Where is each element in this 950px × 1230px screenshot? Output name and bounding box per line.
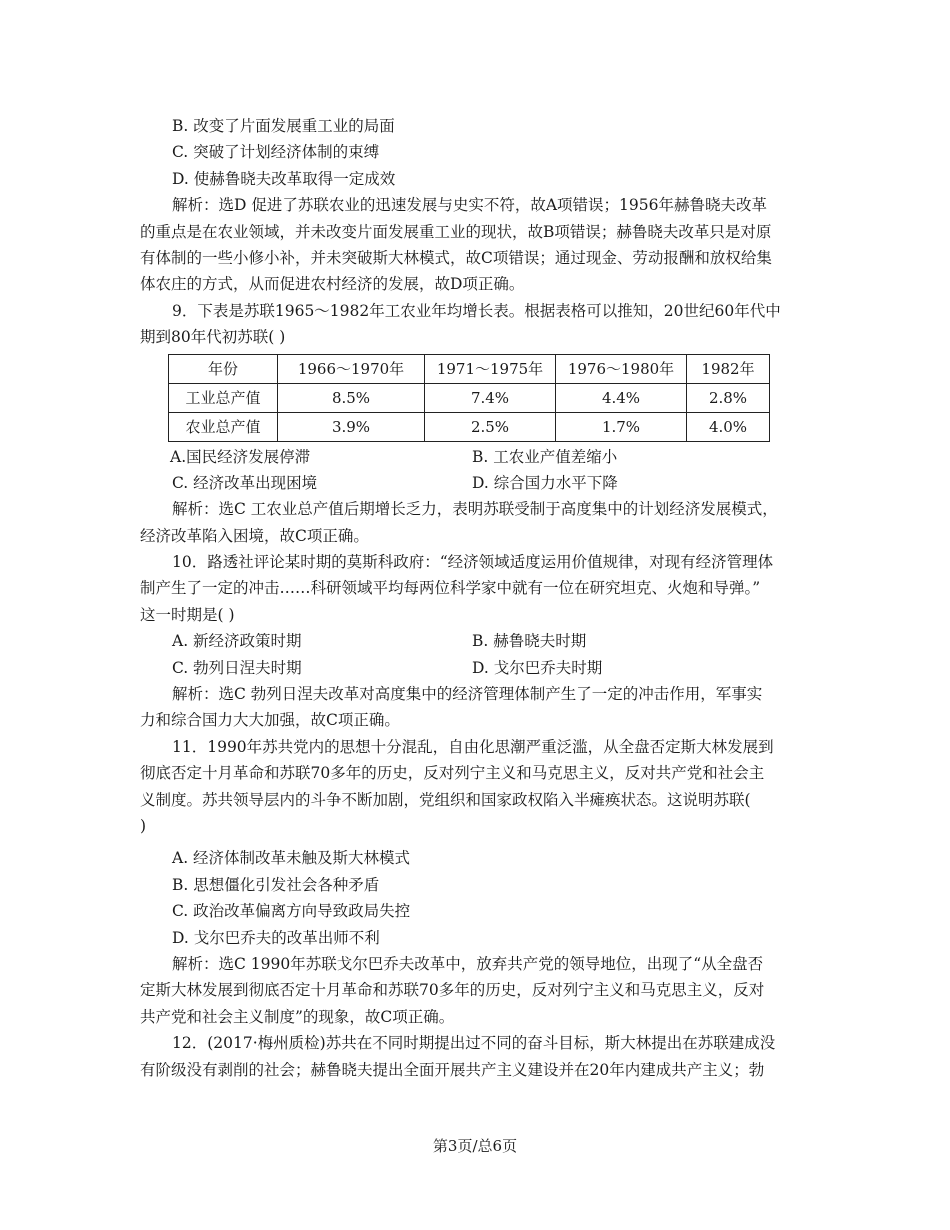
table-header-cell: 1966～1970年 [278, 354, 425, 383]
q9-stem-line-2: 期到80年代初苏联( ) [140, 328, 286, 347]
q10-options-row-2 [140, 655, 812, 681]
table-cell: 4.4% [556, 383, 687, 412]
growth-table [168, 354, 770, 442]
table-cell: 4.0% [687, 412, 770, 441]
q9-option-d: D. 综合国力水平下降 [472, 473, 618, 492]
q11-stem-line-1: 11．1990年苏共党内的思想十分混乱，自由化思潮严重泛滥，从全盘否定斯大林发展到 [172, 737, 774, 756]
q12-stem-line-2: 有阶级没有剥削的社会；赫鲁晓夫提出全面开展共产主义建设并在20年内建成共产主义；勃 [140, 1060, 765, 1079]
q10-option-a: A. 新经济政策时期 [172, 632, 302, 651]
q10-option-d: D. 戈尔巴乔夫时期 [472, 658, 603, 677]
q9-options-row-2 [140, 470, 812, 496]
table-header-cell: 1976～1980年 [556, 354, 687, 383]
q9-option-a: A.国民经济发展停滞 [170, 447, 311, 466]
table-cell: 7.4% [425, 383, 556, 412]
q11-stem-line-3: 义制度。苏共领导层内的斗争不断加剧，党组织和国家政权陷入半瘫痪状态。这说明苏联( [140, 790, 751, 809]
table-header-cell: 年份 [169, 354, 278, 383]
q8-answer-line-1: 解析：选D 促进了苏联农业的迅速发展与史实不符，故A项错误；1956年赫鲁晓夫改革 [172, 196, 767, 215]
q10-stem-line-2: 制产生了一定的冲击……科研领域平均每两位科学家中就有一位在研究坦克、火炮和导弹。” [140, 579, 761, 598]
q8-option-b: B. 改变了片面发展重工业的局面 [172, 117, 395, 135]
q11-option-a: A. 经济体制改革未触及斯大林模式 [172, 849, 411, 868]
q8-option-d: D. 使赫鲁晓夫改革取得一定成效 [172, 169, 396, 188]
table-cell: 1.7% [556, 412, 687, 441]
q11-answer-line-1: 解析：选C 1990年苏联戈尔巴乔夫改革中，放弃共产党的领导地位，出现了“从全盘否 [172, 954, 764, 973]
q10-answer-line-2: 力和综合国力大大加强，故C项正确。 [140, 711, 400, 730]
q11-option-c: C. 政治改革偏离方向导致政局失控 [172, 902, 411, 921]
table-cell: 3.9% [278, 412, 425, 441]
q9-options-row-1 [140, 444, 812, 470]
table-header-cell: 1971～1975年 [425, 354, 556, 383]
q11-answer-line-3: 共产党和社会主义制度”的现象，故C项正确。 [140, 1007, 455, 1026]
table-cell: 工业总产值 [169, 383, 278, 412]
q12-stem-line-1: 12．(2017·梅州质检)苏共在不同时期提出过不同的奋斗目标，斯大林提出在苏联建成没 [172, 1034, 776, 1053]
q8-option-c: C. 突破了计划经济体制的束缚 [172, 143, 380, 162]
table-header-row [169, 354, 770, 383]
q9-option-c: C. 经济改革出现困境 [172, 473, 318, 492]
q10-answer-line-1: 解析：选C 勃列日涅夫改革对高度集中的经济管理体制产生了一定的冲击作用，军事实 [172, 685, 763, 704]
q11-stem-line-2: 彻底否定十月革命和苏联70多年的历史，反对列宁主义和马克思主义，反对共产党和社会主 [140, 764, 765, 783]
q11-answer-line-2: 定斯大林发展到彻底否定十月革命和苏联70多年的历史，反对列宁主义和马克思主义，反对 [140, 981, 765, 1000]
q9-stem-line-1: 9．下表是苏联1965～1982年工农业年均增长表。根据表格可以推知，20世纪60年代中 [172, 301, 781, 320]
document-body [140, 113, 812, 1083]
table-cell: 2.5% [425, 412, 556, 441]
q9-answer-line-1: 解析：选C 工农业总产值后期增长乏力，表明苏联受制于高度集中的计划经济发展模式， [172, 500, 778, 519]
q11-stem-line-4: ) [140, 816, 147, 835]
q8-answer-line-3: 有体制的一些小修小补，并未突破斯大林模式，故C项错误；通过现金、劳动报酬和放权给集 [140, 248, 772, 267]
q8-answer-line-4: 体农庄的方式，从而促进农村经济的发展，故D项正确。 [140, 275, 525, 294]
q10-option-b: B. 赫鲁晓夫时期 [472, 632, 587, 651]
q9-answer-line-2: 经济改革陷入困境，故C项正确。 [140, 526, 369, 545]
q11-option-d: D. 戈尔巴乔夫的改革出师不利 [172, 928, 380, 947]
q11-option-b: B. 思想僵化引发社会各种矛盾 [172, 875, 380, 894]
table-row [169, 412, 770, 441]
q8-answer-line-2: 的重点是在农业领域，并未改变片面发展重工业的现状，故B项错误；赫鲁晓夫改革只是对原 [140, 222, 772, 241]
table-cell: 2.8% [687, 383, 770, 412]
q10-option-c: C. 勃列日涅夫时期 [172, 658, 302, 677]
table-cell: 8.5% [278, 383, 425, 412]
table-row [169, 383, 770, 412]
q10-stem-line-3: 这一时期是( ) [140, 605, 235, 624]
q10-options-row-1 [140, 628, 812, 654]
q9-option-b: B. 工农业产值差缩小 [472, 447, 618, 466]
q10-stem-line-1: 10．路透社评论某时期的莫斯科政府：“经济领域适度运用价值规律，对现有经济管理体 [172, 553, 774, 572]
page-number-footer: 第3页/总6页 [432, 1137, 518, 1155]
table-header-cell: 1982年 [687, 354, 770, 383]
table-cell: 农业总产值 [169, 412, 278, 441]
